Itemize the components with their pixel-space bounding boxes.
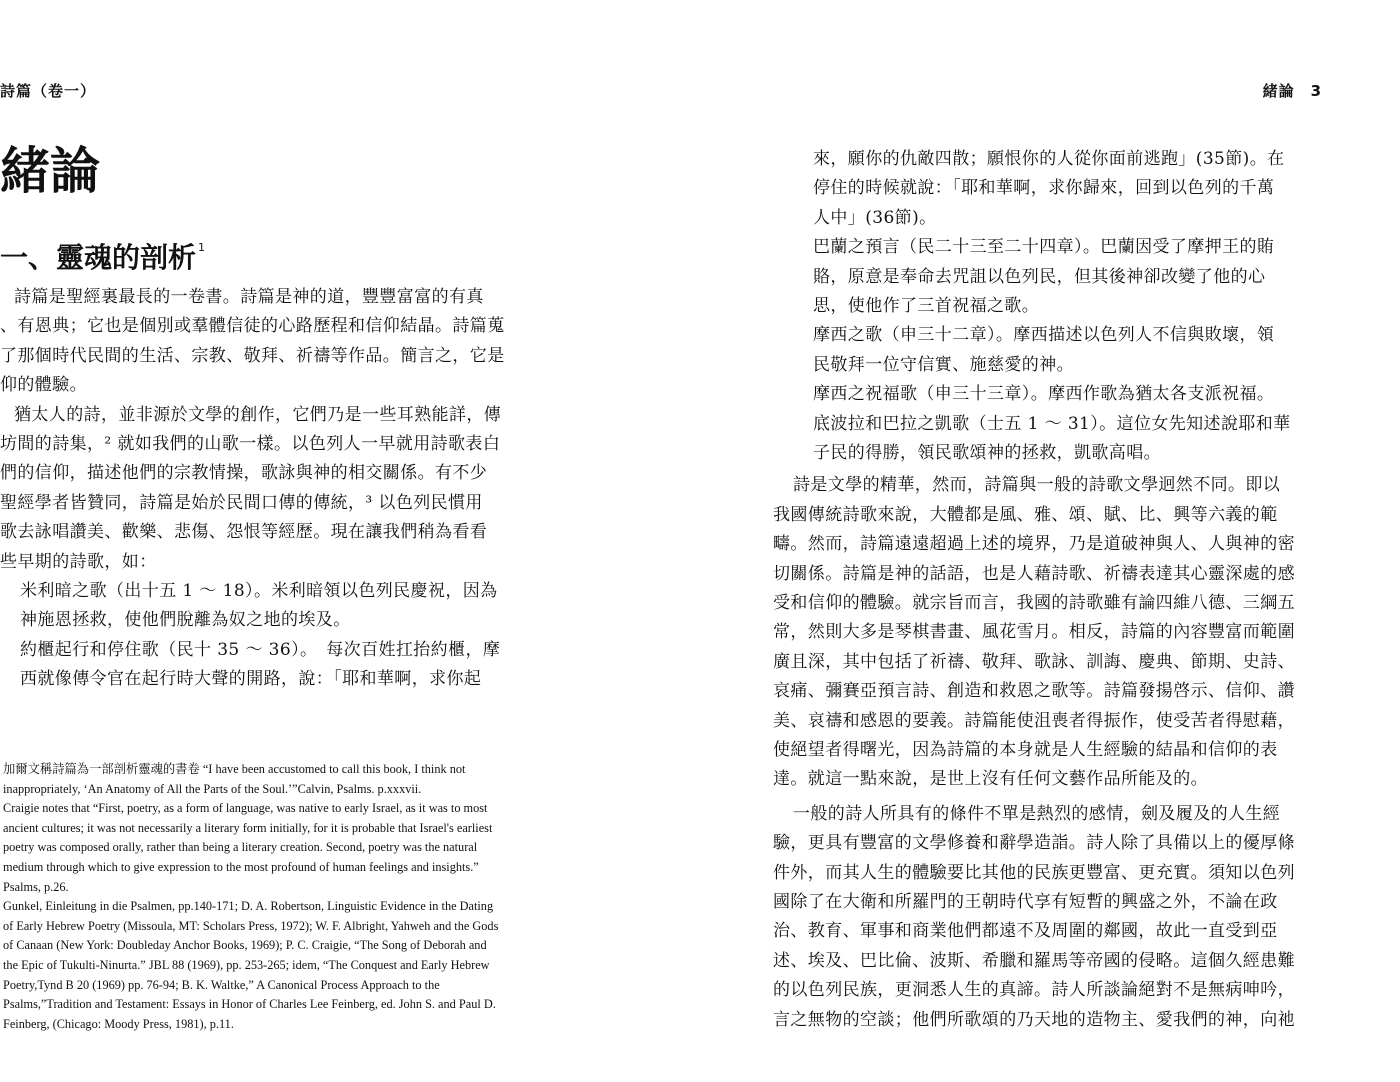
body-text-line: 人中」(36節)。 [813, 207, 937, 228]
footnote-line: medium through which to give expression to the most profound of human feelings and insights.” [3, 859, 479, 874]
body-text-line: 猶太人的詩，並非源於文學的創作，它們乃是一些耳熟能詳，傳 [14, 404, 502, 425]
body-text-line: 詩篇是聖經裏最長的一卷書。詩篇是神的道，豐豐富富的有真 [14, 287, 484, 307]
running-head-left: 詩篇（卷一） [0, 82, 97, 100]
body-text-line: 疇。然而，詩篇遠遠超過上述的境界，乃是道破神與人、人與神的密 [773, 534, 1295, 555]
body-text-line: 我國傳統詩歌來說，大體都是風、雅、頌、賦、比、興等六義的範 [773, 504, 1278, 525]
body-text-line: 西就像傳令官在起行時大聲的開路，說：「耶和華啊，求你起 [20, 669, 482, 690]
body-text-line: 了那個時代民間的生活、宗教、敬拜、祈禱等作品。簡言之，它是 [0, 345, 505, 366]
body-text-line: 賂，原意是奉命去咒詛以色列民，但其後神卻改變了他的心 [813, 266, 1266, 287]
body-text-line: 巴蘭之預言（民二十三至二十四章）。巴蘭因受了摩押王的賄 [813, 237, 1275, 258]
body-text-line: 米利暗之歌（出十五 1 ～ 18）。米利暗領以色列民慶祝，因為 [20, 581, 498, 601]
footnote-line: Gunkel, Einleitung in die Psalmen, pp.140-171; D. A. Robertson, Linguistic Evidence in the Dating [3, 899, 494, 914]
body-text-line: 來，願你的仇敵四散；願恨你的人從你面前逃跑」(35節)。在 [813, 149, 1285, 169]
footnote-line: inappropriately, ‘An Anatomy of All the Parts of the Soul.’”Calvin, Psalms. p.xxxvii. [3, 781, 422, 796]
footnote-line: of Early Hebrew Poetry (Missoula, MT: Scholars Press, 1972); W. F. Albright, Yahweh and the Gods [3, 918, 499, 933]
section-heading [0, 241, 206, 274]
body-text-line: 述、埃及、巴比倫、波斯、希臘和羅馬等帝國的侵略。這個久經患難 [773, 950, 1295, 971]
footnote-line: poetry was composed orally, rather than being a literary creation. Second, poetry was the natural [3, 840, 478, 855]
body-text-line: 約櫃起行和停住歌（民十 35 ～ 36）。 每次百姓扛抬約櫃，摩 [20, 639, 501, 660]
body-text-line: 的以色列民族，更洞悉人生的真諦。詩人所談論絕對不是無病呻吟， [773, 980, 1295, 1001]
footnote-line: 加爾文稱詩篇為一部剖析靈魂的書卷 “I have been accustomed to call this book, I think not [3, 762, 466, 776]
body-text-line: 們的信仰，描述他們的宗教情操，歌詠與神的相交關係。有不少 [0, 463, 488, 484]
body-text-line: 神施恩拯救，使他們脫離為奴之地的埃及。 [20, 610, 351, 631]
body-text-line: 摩西之歌（申三十二章）。摩西描述以色列人不信與敗壞，領 [813, 325, 1275, 346]
body-text-line: 美、哀禱和感恩的要義。詩篇能使沮喪者得振作，使受苦者得慰藉， [773, 710, 1295, 731]
footnote-line: Psalms, p.26. [3, 879, 69, 894]
running-head-right: 緒論 3 [1262, 82, 1322, 100]
section-heading-text: 一、靈魂的剖析 [0, 241, 197, 274]
body-text-line: 、有恩典；它也是個別或羣體信徒的心路歷程和信仰結晶。詩篇蒐 [0, 316, 505, 337]
body-text-line: 受和信仰的體驗。就宗旨而言，我國的詩歌雖有論四維八德、三綱五 [773, 593, 1295, 613]
body-text-line: 思，使他作了三首祝福之歌。 [813, 296, 1040, 316]
body-text-line: 底波拉和巴拉之凱歌（士五 1 ～ 31）。這位女先知述說耶和華 [813, 413, 1291, 434]
body-text-line: 使絕望者得曙光，因為詩篇的本身就是人生經驗的結晶和信仰的表 [773, 740, 1278, 760]
body-text-line: 驗，更具有豐富的文學修養和辭學造詣。詩人除了具備以上的優厚條 [773, 833, 1295, 854]
footnote-line: Feinberg, (Chicago: Moody Press, 1981), p.11. [3, 1016, 234, 1031]
footnotes [3, 760, 531, 1034]
left-page [0, 0, 560, 1082]
body-text-line: 停住的時候就說：「耶和華啊，求你歸來，回到以色列的千萬 [813, 178, 1275, 199]
body-text-line: 一般的詩人所具有的條件不單是熱烈的感情，劍及履及的人生經 [793, 803, 1281, 824]
body-text-line: 國除了在大衛和所羅門的王朝時代享有短暫的興盛之外，不論在政 [773, 892, 1278, 912]
body-text-line: 哀痛、彌賽亞預言詩、創造和救恩之歌等。詩篇發揚啓示、信仰、讚 [773, 681, 1295, 702]
body-text-line: 詩是文學的精華，然而，詩篇與一般的詩歌文學迥然不同。即以 [793, 475, 1281, 496]
chapter-title: 緒論 [0, 142, 100, 200]
body-text-line: 達。就這一點來說，是世上沒有任何文藝作品所能及的。 [773, 769, 1208, 790]
body-text-line: 仰的體驗。 [0, 375, 87, 396]
body-text-line: 子民的得勝，領民歌頌神的拯救，凱歌高唱。 [813, 443, 1161, 463]
footnote-line: the Epic of Tukulti-Ninurta.” JBL 88 (1969), pp. 253-265; idem, “The Conquest and Early Hebrew [3, 957, 490, 972]
footnote-ref-1: 1 [198, 241, 206, 254]
footnote-line: Poetry,Tynd B 20 (1969) pp. 76-94; B. K. Waltke,” A Canonical Process Approach to the [3, 977, 440, 992]
body-text-line: 坊間的詩集，² 就如我們的山歌一樣。以色列人一早就用詩歌表白 [0, 434, 501, 454]
body-text-line: 民敬拜一位守信實、施慈愛的神。 [813, 354, 1074, 375]
body-text-line: 聖經學者皆贊同，詩篇是始於民間口傳的傳統，³ 以色列民慣用 [0, 492, 483, 513]
footnote-line: of Canaan (New York: Doubleday Anchor Books, 1969); P. C. Craigie, “The Song of Deborah and [3, 938, 487, 953]
body-text-line: 言之無物的空談；他們所歌頌的乃天地的造物主、愛我們的神，向祂 [773, 1009, 1295, 1030]
body-text-line: 歌去詠唱讚美、歡樂、悲傷、怨恨等經歷。現在讓我們稍為看看 [0, 522, 488, 543]
footnote-line: Craigie notes that “First, poetry, as a form of language, was native to early Israel, as it was to most [3, 801, 488, 816]
footnote-line: Psalms,”Tradition and Testament: Essays in Honor of Charles Lee Feinberg, ed. John S. and Paul D. [3, 997, 496, 1012]
body-text-line: 常，然則大多是琴棋書畫、風花雪月。相反，詩篇的內容豐富而範圍 [773, 622, 1295, 643]
body-text-line: 摩西之祝福歌（申三十三章）。摩西作歌為猶太各支派祝福。 [813, 384, 1275, 405]
right-page [760, 0, 1400, 1082]
body-text-line: 治、教育、軍事和商業他們都遠不及周圍的鄰國，故此一直受到亞 [773, 921, 1278, 942]
body-text-line: 件外，而其人生的體驗要比其他的民族更豐富、更充實。須知以色列 [773, 862, 1295, 883]
body-text-line: 切關係。詩篇是神的話語，也是人藉詩歌、祈禱表達其心靈深處的感 [773, 563, 1295, 584]
body-text-line: 些早期的詩歌，如： [0, 551, 157, 572]
footnote-line: ancient cultures; it was not necessarily a literary form initially, for it is probable that Israel's earliest [3, 820, 493, 835]
body-text-line: 廣且深，其中包括了祈禱、敬拜、歌詠、訓誨、慶典、節期、史詩、 [773, 651, 1295, 672]
